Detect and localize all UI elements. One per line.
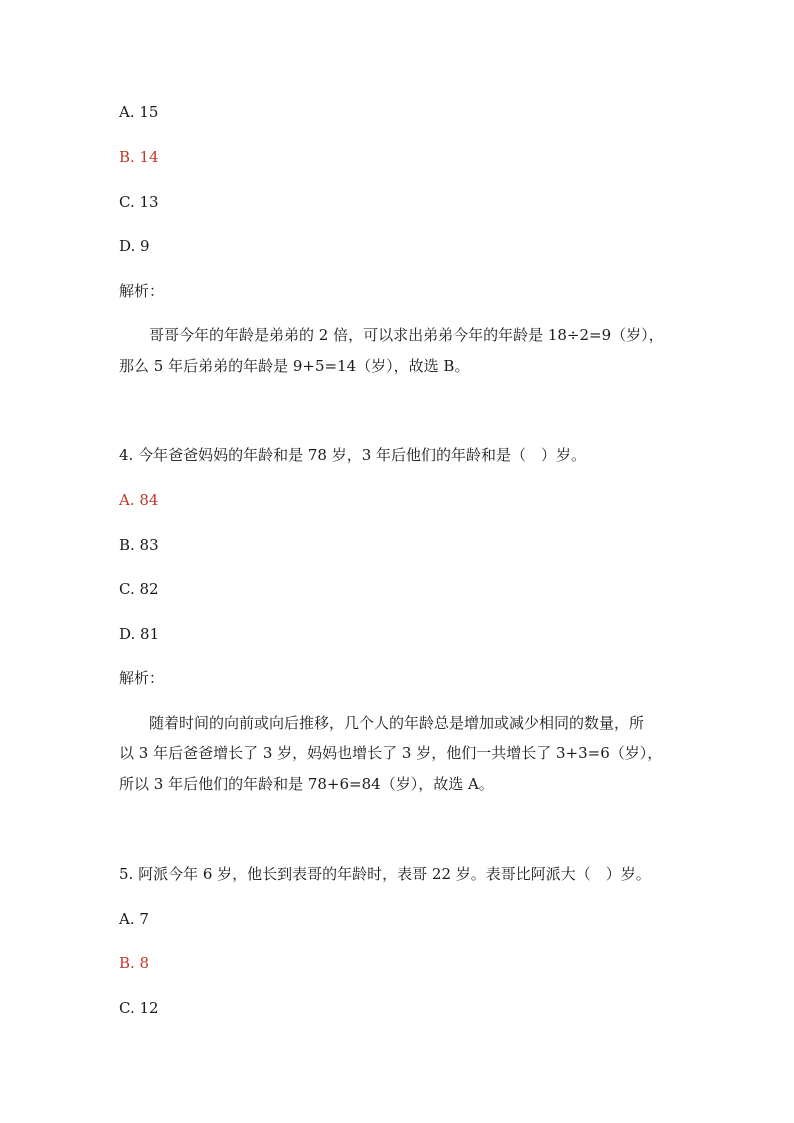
q4-option-d: D. 81 [119,625,160,643]
q4-option-a-correct: A. 84 [119,491,159,509]
q4-analysis-line-2: 以 3 年后爸爸增长了 3 岁，妈妈也增长了 3 岁，他们一共增长了 3+3=6（岁）， [119,744,663,762]
q5-option-c: C. 12 [119,999,159,1017]
q3-analysis-line-1: 哥哥今年的年龄是弟弟的 2 倍，可以求出弟弟今年的年龄是 18÷2=9（岁）， [149,326,664,344]
q4-analysis-line-1: 随着时间的向前或向后推移，几个人的年龄总是增加或减少相同的数量，所 [149,714,645,732]
q3-option-a: A. 15 [119,103,159,121]
q5-option-b-correct: B. 8 [119,954,150,972]
q4-analysis-line-3: 所以 3 年后他们的年龄和是 78+6=84（岁），故选 A。 [119,775,494,793]
q4-analysis-label: 解析： [119,669,165,687]
q3-option-d: D. 9 [119,237,150,255]
q3-analysis-line-2: 那么 5 年后弟弟的年龄是 9+5=14（岁），故选 B。 [119,357,470,375]
q5-option-a: A. 7 [119,910,149,928]
q3-analysis-label: 解析： [119,282,165,300]
q5-question: 5. 阿派今年 6 岁，他长到表哥的年龄时，表哥 22 岁。表哥比阿派大（ ）岁。 [119,865,651,883]
q4-question: 4. 今年爸爸妈妈的年龄和是 78 岁，3 年后他们的年龄和是（ ）岁。 [119,446,587,464]
q4-option-c: C. 82 [119,580,159,598]
q4-option-b: B. 83 [119,536,159,554]
q3-option-c: C. 13 [119,193,159,211]
q3-option-b-correct: B. 14 [119,148,159,166]
